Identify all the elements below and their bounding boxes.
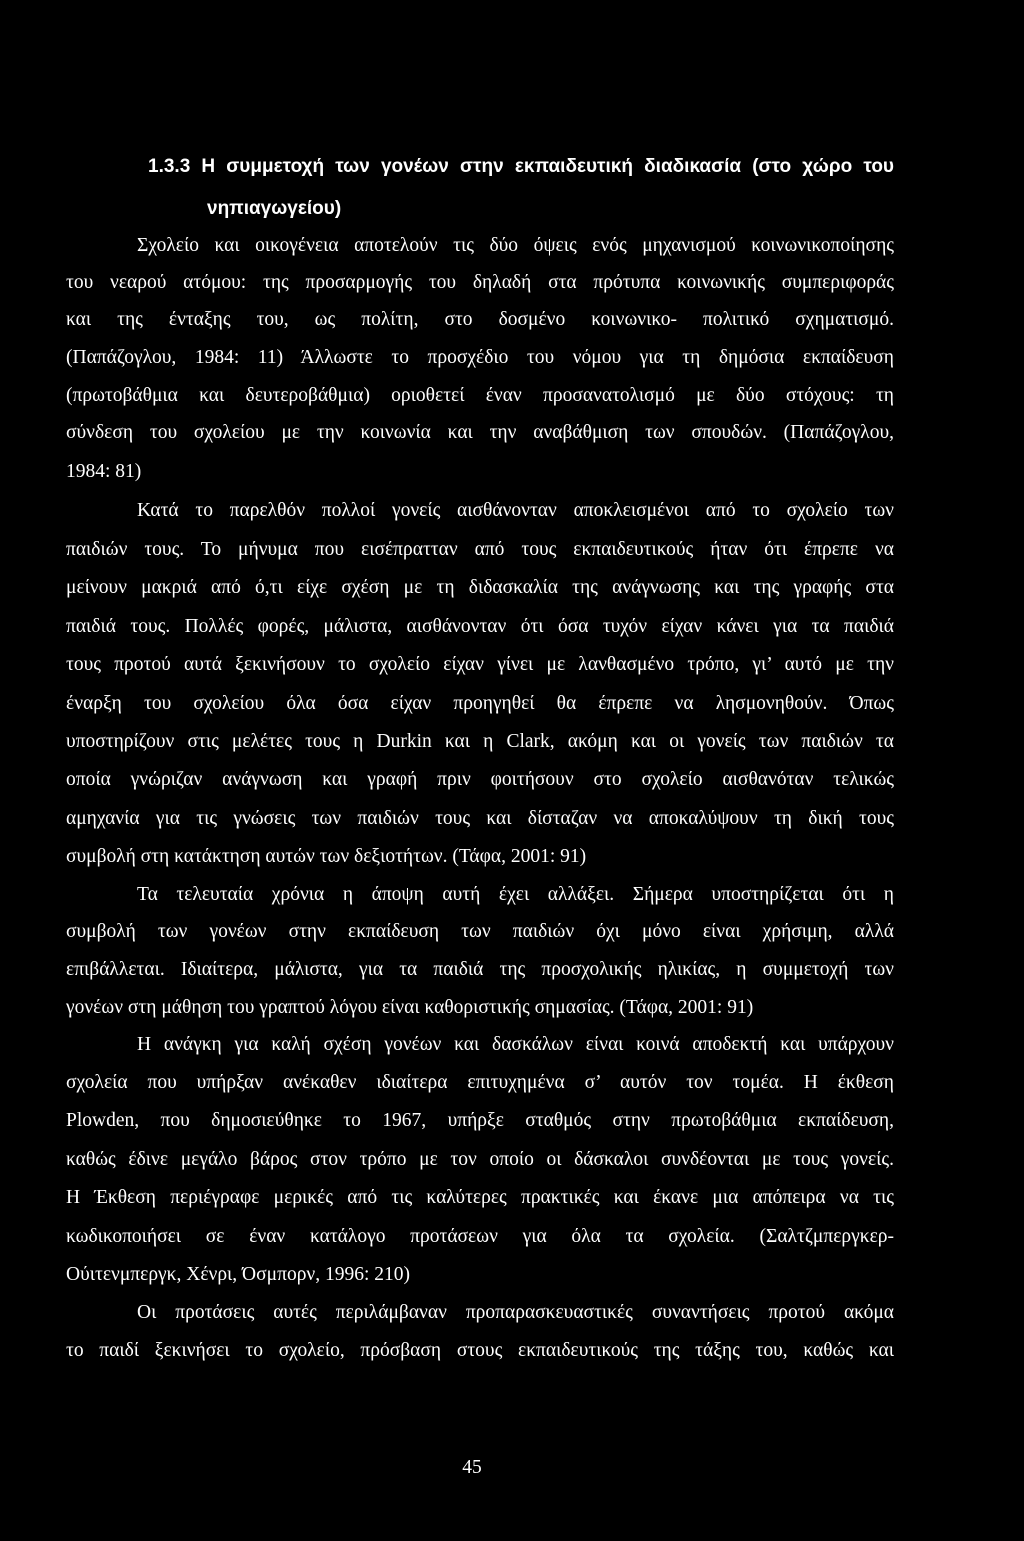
- text-line: 1984: 81): [66, 461, 142, 482]
- text-line: Η ανάγκη για καλή σχέση γονέων και δασκάλων είναι κοινά αποδεκτή και υπάρχουν: [137, 1034, 894, 1055]
- text-line: υποστηρίζουν στις μελέτες τους η Durkin και η Clark, ακόμη και οι γονείς των παιδιών τα: [66, 731, 894, 752]
- text-line: το παιδί ξεκινήσει το σχολείο, πρόσβαση στους εκπαιδευτικούς της τάξης του, καθώς και: [66, 1340, 894, 1361]
- text-line: συμβολή στη κατάκτηση αυτών των δεξιοτήτων. (Τάφα, 2001: 91): [66, 846, 587, 867]
- text-line: καθώς έδινε μεγάλο βάρος στον τρόπο με τον οποίο οι δάσκαλοι συνδέονται με τους γονείς.: [66, 1149, 894, 1170]
- text-line: σχολεία που υπήρξαν ανέκαθεν ιδιαίτερα επιτυχημένα σ’ αυτόν τον τομέα. Η έκθεση: [66, 1072, 894, 1093]
- text-line: κωδικοποιήσει σε έναν κατάλογο προτάσεων για όλα τα σχολεία. (Σαλτζμπεργκερ-: [66, 1226, 894, 1247]
- text-line: Κατά το παρελθόν πολλοί γονείς αισθάνονταν αποκλεισμένοι από το σχολείο των: [137, 500, 894, 521]
- text-line: (πρωτοβάθμια και δευτεροβάθμια) οριοθετεί έναν προσανατολισμό με δύο στόχους: τη: [66, 385, 894, 406]
- text-line: Η Έκθεση περιέγραφε μερικές από τις καλύτερες πρακτικές και έκανε μια απόπειρα να τις: [66, 1187, 894, 1208]
- text-line: επιβάλλεται. Ιδιαίτερα, μάλιστα, για τα παιδιά της προσχολικής ηλικίας, η συμμετοχή των: [66, 959, 894, 980]
- page-number: 45: [462, 1457, 482, 1478]
- text-line: του νεαρού ατόμου: της προσαρμογής του δηλαδή στα πρότυπα κοινωνικής συμπεριφοράς: [66, 272, 894, 293]
- text-line: γονέων στη μάθηση του γραπτού λόγου είναι καθοριστικής σημασίας. (Τάφα, 2001: 91): [66, 997, 754, 1018]
- text-line: Plowden, που δημοσιεύθηκε το 1967, υπήρξε σταθμός στην πρωτοβάθμια εκπαίδευση,: [66, 1110, 894, 1131]
- text-line: παιδιών τους. Το μήνυμα που εισέπρατταν από τους εκπαιδευτικούς ήταν ότι έπρεπε να: [66, 539, 894, 560]
- text-line: παιδιά τους. Πολλές φορές, μάλιστα, αισθάνονταν ότι όσα τυχόν είχαν κάνει για τα παιδιά: [66, 616, 894, 637]
- text-line: σύνδεση του σχολείου με την κοινωνία και την αναβάθμιση των σπουδών. (Παπάζογλου,: [66, 422, 894, 443]
- text-line: (Παπάζογλου, 1984: 11) Άλλωστε το προσχέδιο του νόμου για τη δημόσια εκπαίδευση: [66, 347, 894, 368]
- text-line: έναρξη του σχολείου όλα όσα είχαν προηγηθεί θα έπρεπε να λησμονηθούν. Όπως: [66, 693, 894, 714]
- text-line: αμηχανία για τις γνώσεις των παιδιών τους και δίσταζαν να αποκαλύψουν τη δική τους: [66, 808, 894, 829]
- text-line: Τα τελευταία χρόνια η άποψη αυτή έχει αλλάξει. Σήμερα υποστηρίζεται ότι η: [137, 884, 894, 905]
- text-line: μείνουν μακριά από ό,τι είχε σχέση με τη διδασκαλία της ανάγνωσης και της γραφής στα: [66, 577, 894, 598]
- text-line: Οι προτάσεις αυτές περιλάμβαναν προπαρασκευαστικές συναντήσεις προτού ακόμα: [137, 1302, 894, 1323]
- text-line: Σχολείο και οικογένεια αποτελούν τις δύο όψεις ενός μηχανισμού κοινωνικοποίησης: [137, 235, 894, 256]
- text-line: συμβολή των γονέων στην εκπαίδευση των παιδιών όχι μόνο είναι χρήσιμη, αλλά: [66, 921, 894, 942]
- section-heading-continuation: νηπιαγωγείου): [207, 198, 342, 219]
- text-line: τους προτού αυτά ξεκινήσουν το σχολείο είχαν γίνει με λανθασμένο τρόπο, γι’ αυτό με την: [66, 654, 894, 675]
- text-line: Ούιτενμπεργκ, Χένρι, Όσμπορν, 1996: 210): [66, 1264, 411, 1285]
- text-line: και της ένταξης του, ως πολίτη, στο δοσμένο κοινωνικο- πολιτικό σχηματισμό.: [66, 309, 894, 330]
- text-line: οποία γνώριζαν ανάγνωση και γραφή πριν φοιτήσουν στο σχολείο αισθανόταν τελικώς: [66, 769, 894, 790]
- section-heading: 1.3.3 Η συμμετοχή των γονέων στην εκπαιδευτική διαδικασία (στο χώρο του: [148, 156, 894, 177]
